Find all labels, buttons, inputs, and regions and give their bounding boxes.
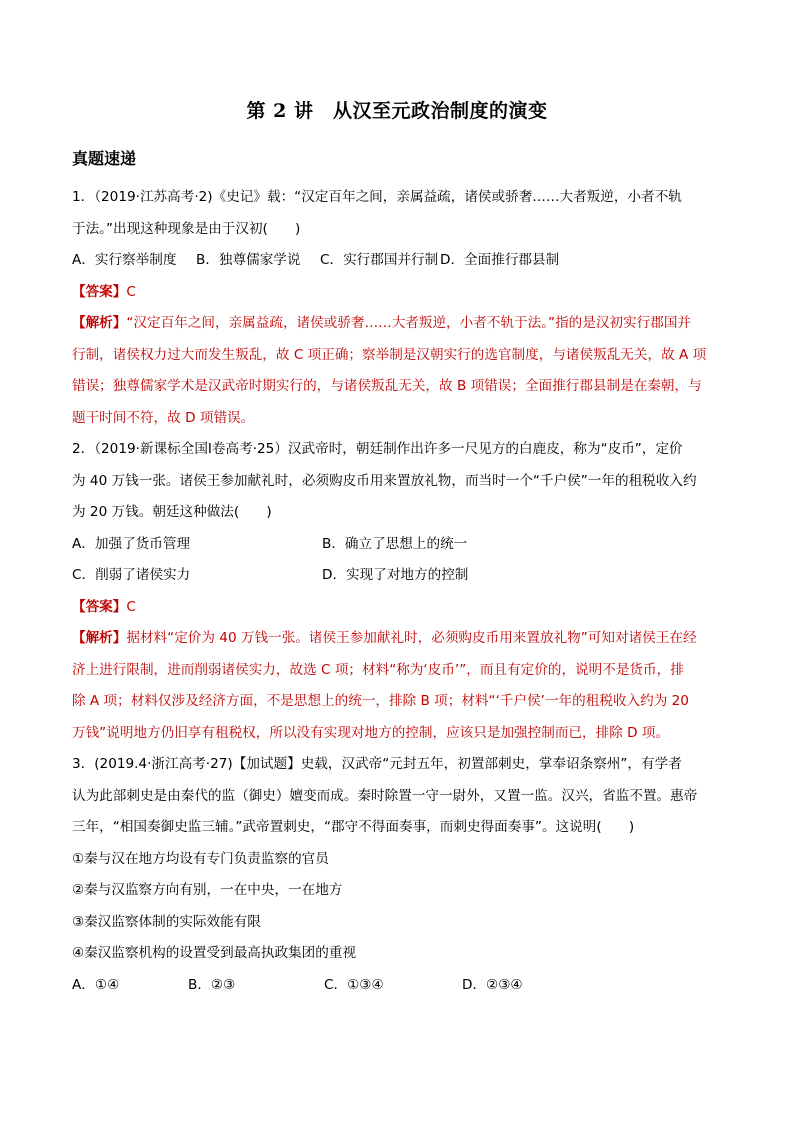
q3-stem-line-1: 3．(2019.4·浙江高考·27)【加试题】史载，汉武帝“元封五年，初置部刺史，掌奉诏条察州”，有学者: [72, 756, 682, 772]
q3-option-b: B．②③: [188, 976, 236, 993]
q1-analysis-line-4: 题干时间不符，故 D 项错误。: [72, 409, 255, 426]
q3-stem-line-2: 认为此部刺史是由秦代的监（御史）嬗变而成。秦时除置一守一尉外，又置一监。汉兴，省监不置。惠帝: [72, 787, 698, 804]
q1-option-b: B．独尊儒家学说: [196, 252, 301, 268]
q2-options-row-2: [72, 560, 724, 592]
q1-options: [72, 245, 724, 277]
q2-analysis-line-1: [72, 623, 724, 655]
q1-answer: [72, 277, 724, 309]
q1-analysis-line-2: 行制，诸侯权力过大而发生叛乱，故 C 项正确；察举制是汉朝实行的选官制度，与诸侯叛乱无关，故 A 项: [72, 346, 707, 363]
q2-stem-line-1: 2．（2019·新课标全国Ⅰ卷高考·25）汉武帝时，朝廷制作出许多一尺见方的白鹿皮，称为“皮币”，定价: [72, 441, 683, 457]
q1-analysis-line-3: 错误；独尊儒家学术是汉武帝时期实行的，与诸侯叛乱无关，故 B 项错误；全面推行郡县制是在秦朝，与: [72, 378, 702, 394]
q2-options-row-1: [72, 529, 724, 561]
analysis-text: 据材料“定价为 40 万钱一张。诸侯王参加献礼时，必须购皮币用来置放礼物”可知对诸侯王在经: [126, 630, 697, 646]
questions-content: [72, 182, 724, 1001]
page-title: 第 2 讲 从汉至元政治制度的演变: [246, 100, 548, 122]
answer-tag: 【答案】: [72, 598, 127, 615]
q2-analysis-line-2: 济上进行限制，进而削弱诸侯实力，故选 C 项；材料“称为‘皮币’”，而且有定价的，说明不是货币，排: [72, 661, 684, 678]
answer-value: C: [126, 598, 136, 615]
q1-option-a: A．实行察举制度: [72, 252, 177, 268]
q2-stem-line-2: 为 40 万钱一张。诸侯王参加献礼时，必须购皮币用来置放礼物，而当时一个“千户侯”一年的租税收入约: [72, 472, 697, 489]
q1-stem-line-2: 于法。”出现这种现象是由于汉初( ): [72, 220, 301, 237]
q1-stem-line-1: 1．（2019·江苏高考·2)《史记》载：“汉定百年之间，亲属益疏，诸侯或骄奢……大者叛逆，小者不轨: [72, 189, 682, 205]
q3-option-d: D．②③④: [462, 976, 523, 993]
q3-item-1: ①秦与汉在地方均设有专门负责监察的官员: [72, 850, 329, 867]
q3-item-3: ③秦汉监察体制的实际效能有限: [72, 913, 261, 930]
q2-analysis-line-4: 万钱”说明地方仍旧享有租税权，所以没有实现对地方的控制，应该只是加强控制而已，排除 D 项。: [72, 724, 670, 741]
answer-tag: 【答案】: [72, 283, 127, 300]
q2-analysis-line-3: 除 A 项；材料仅涉及经济方面，不是思想上的统一，排除 B 项；材料“‘千户侯’一年的租税收入约为 20: [72, 693, 689, 709]
question-2: [72, 434, 724, 749]
analysis-text: “汉定百年之间，亲属益疏，诸侯或骄奢……大者叛逆，小者不轨于法。”指的是汉初实行郡国并: [126, 315, 692, 331]
analysis-tag: 【解析】: [72, 630, 127, 646]
section-heading: 真题速递: [72, 149, 137, 168]
q3-stem-line-3: 三年，“相国奏御史监三辅。”武帝置刺史，“郡守不得面奏事，而刺史得面奏事”。这说明( ): [72, 819, 635, 835]
q1-option-c: C．实行郡国并行制: [320, 252, 439, 268]
analysis-tag: 【解析】: [72, 315, 127, 331]
q2-answer: [72, 592, 724, 624]
q2-option-d: D．实现了对地方的控制: [322, 567, 469, 583]
q3-option-a: A．①④: [72, 976, 120, 993]
q2-option-b: B．确立了思想上的统一: [322, 535, 468, 552]
q2-option-c: C．削弱了诸侯实力: [72, 567, 191, 583]
question-3: [72, 749, 724, 1001]
q3-option-c: C．①③④: [324, 976, 384, 993]
answer-value: C: [126, 283, 136, 300]
q3-item-4: ④秦汉监察机构的设置受到最高执政集团的重视: [72, 945, 357, 961]
q2-stem-line-3: 为 20 万钱。朝廷这种做法( ): [72, 504, 272, 520]
q1-analysis-line-1: [72, 308, 724, 340]
q1-option-d: D．全面推行郡县制: [440, 252, 560, 268]
q2-option-a: A．加强了货币管理: [72, 535, 191, 552]
q3-item-2: ②秦与汉监察方向有别，一在中央，一在地方: [72, 882, 343, 898]
q3-options: [72, 970, 724, 1002]
question-1: [72, 182, 724, 434]
